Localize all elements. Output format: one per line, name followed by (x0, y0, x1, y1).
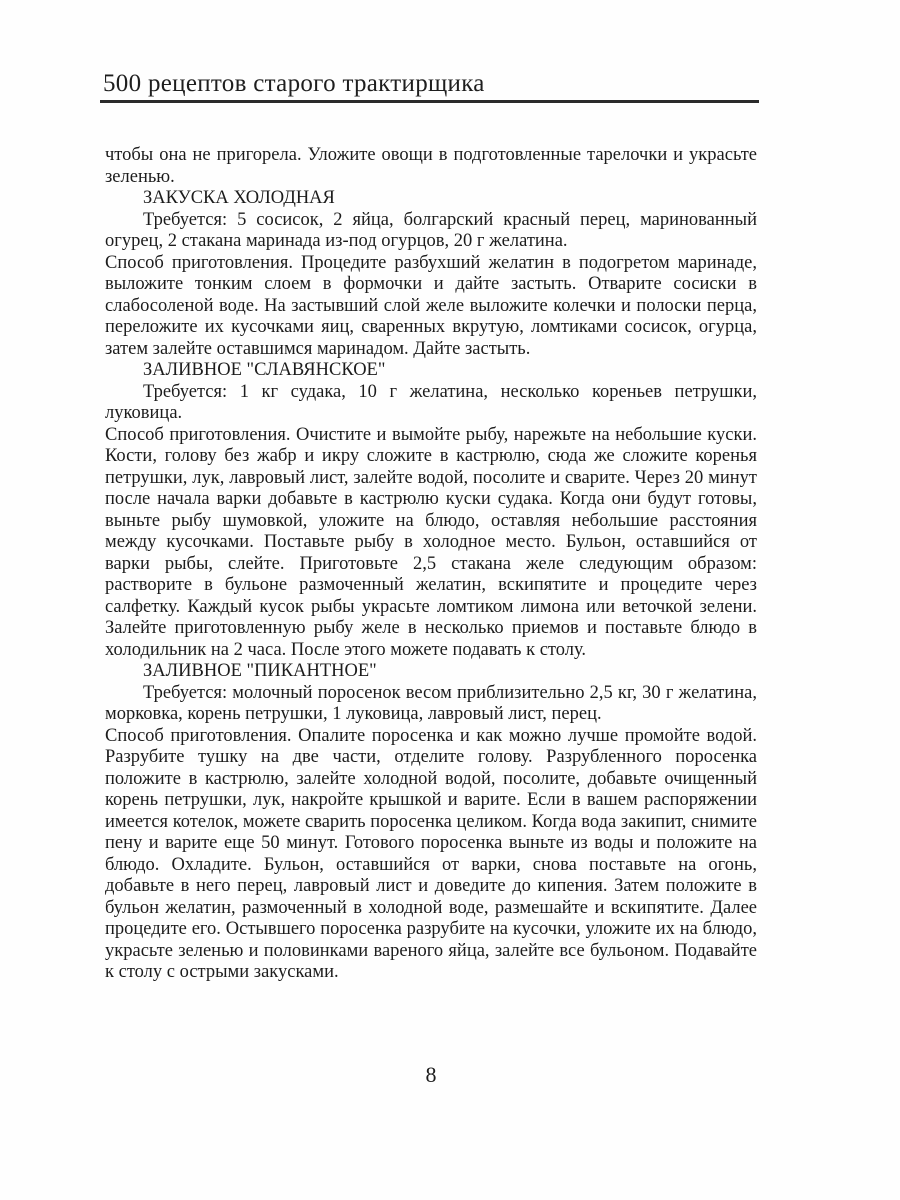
recipe-method: Способ приготовления. Очистите и вымойте рыбу, нарежьте на небольшие куски. Кости, голову без жабр и икру сложите в кастрюлю, сюда же сложите коренья петрушки, лук, лавровый лист, залейте водой, посолите и сварите. Через 20 минут после начала варки добавьте в кастрюлю куски судака. Когда они будут готовы, выньте рыбу шумовкой, уложите на блюдо, оставляя небольшие расстояния между кусочками. Поставьте рыбу в холодное место. Бульон, оставшийся от варки рыбы, слейте. Приготовьте 2,5 стакана желе следующим образом: растворите в бульоне размоченный желатин, вскипятите и процедите через салфетку. Каждый кусок рыбы украсьте ломтиком лимона или веточкой зелени. Залейте приготовленную рыбу желе в несколько приемов и поставьте блюдо в холодильник на 2 часа. После этого можете подавать к столу. (105, 424, 757, 660)
recipe-heading-zalivnoe-slavyanskoe: ЗАЛИВНОЕ "СЛАВЯНСКОЕ" (143, 360, 386, 380)
header-divider-rule (100, 100, 759, 103)
recipe-heading-zalivnoe-pikantnoe: ЗАЛИВНОЕ "ПИКАНТНОЕ" (143, 661, 377, 681)
recipe-method: Способ приготовления. Процедите разбухший желатин в подогретом маринаде, выложите тонким слоем в формочки и дайте застыть. Отварите сосиски в слабосоленой воде. На застывший слой желе выложите колечки и полоски перца, переложите их кусочками яиц, сваренных вкрутую, ломтиками сосисок, огурца, затем залейте оставшимся маринадом. Дайте застыть. (105, 252, 757, 359)
paragraph-continuation: чтобы она не пригорела. Уложите овощи в подготовленные тарелочки и украсьте зеленью. (105, 145, 757, 187)
page-content (105, 145, 757, 984)
page-number: 8 (425, 1062, 437, 1087)
recipe-ingredients: Требуется: 1 кг судака, 10 г желатина, несколько кореньев петрушки, луковица. (105, 381, 757, 423)
recipe-heading-zakuska-kholodnaya: ЗАКУСКА ХОЛОДНАЯ (143, 188, 335, 208)
recipe-ingredients: Требуется: 5 сосисок, 2 яйца, болгарский красный перец, маринованный огурец, 2 стакана маринада из-под огурцов, 20 г желатина. (105, 209, 757, 251)
book-header-title: 500 рецептов старого трактирщика (103, 70, 485, 97)
recipe-ingredients: Требуется: молочный поросенок весом приблизительно 2,5 кг, 30 г желатина, морковка, корень петрушки, 1 луковица, лавровый лист, перец. (105, 682, 757, 724)
recipe-method: Способ приготовления. Опалите поросенка и как можно лучше промойте водой. Разрубите тушку на две части, отделите голову. Разрубленного поросенка положите в кастрюлю, залейте холодной водой, посолите, добавьте очищенный корень петрушки, лук, накройте крышкой и варите. Если в вашем распоряжении имеется котелок, можете сварить поросенка целиком. Когда вода закипит, снимите пену и варите еще 50 минут. Готового поросенка выньте из воды и положите на блюдо. Охладите. Бульон, оставшийся от варки, снова поставьте на огонь, добавьте в него перец, лавровый лист и доведите до кипения. Затем положите в бульон желатин, размоченный в холодной воде, размешайте и вскипятите. Далее процедите его. Остывшего поросенка разрубите на кусочки, уложите их на блюдо, украсьте зеленью и половинками вареного яйца, залейте все бульоном. Подавайте к столу с острыми закусками. (105, 725, 757, 982)
